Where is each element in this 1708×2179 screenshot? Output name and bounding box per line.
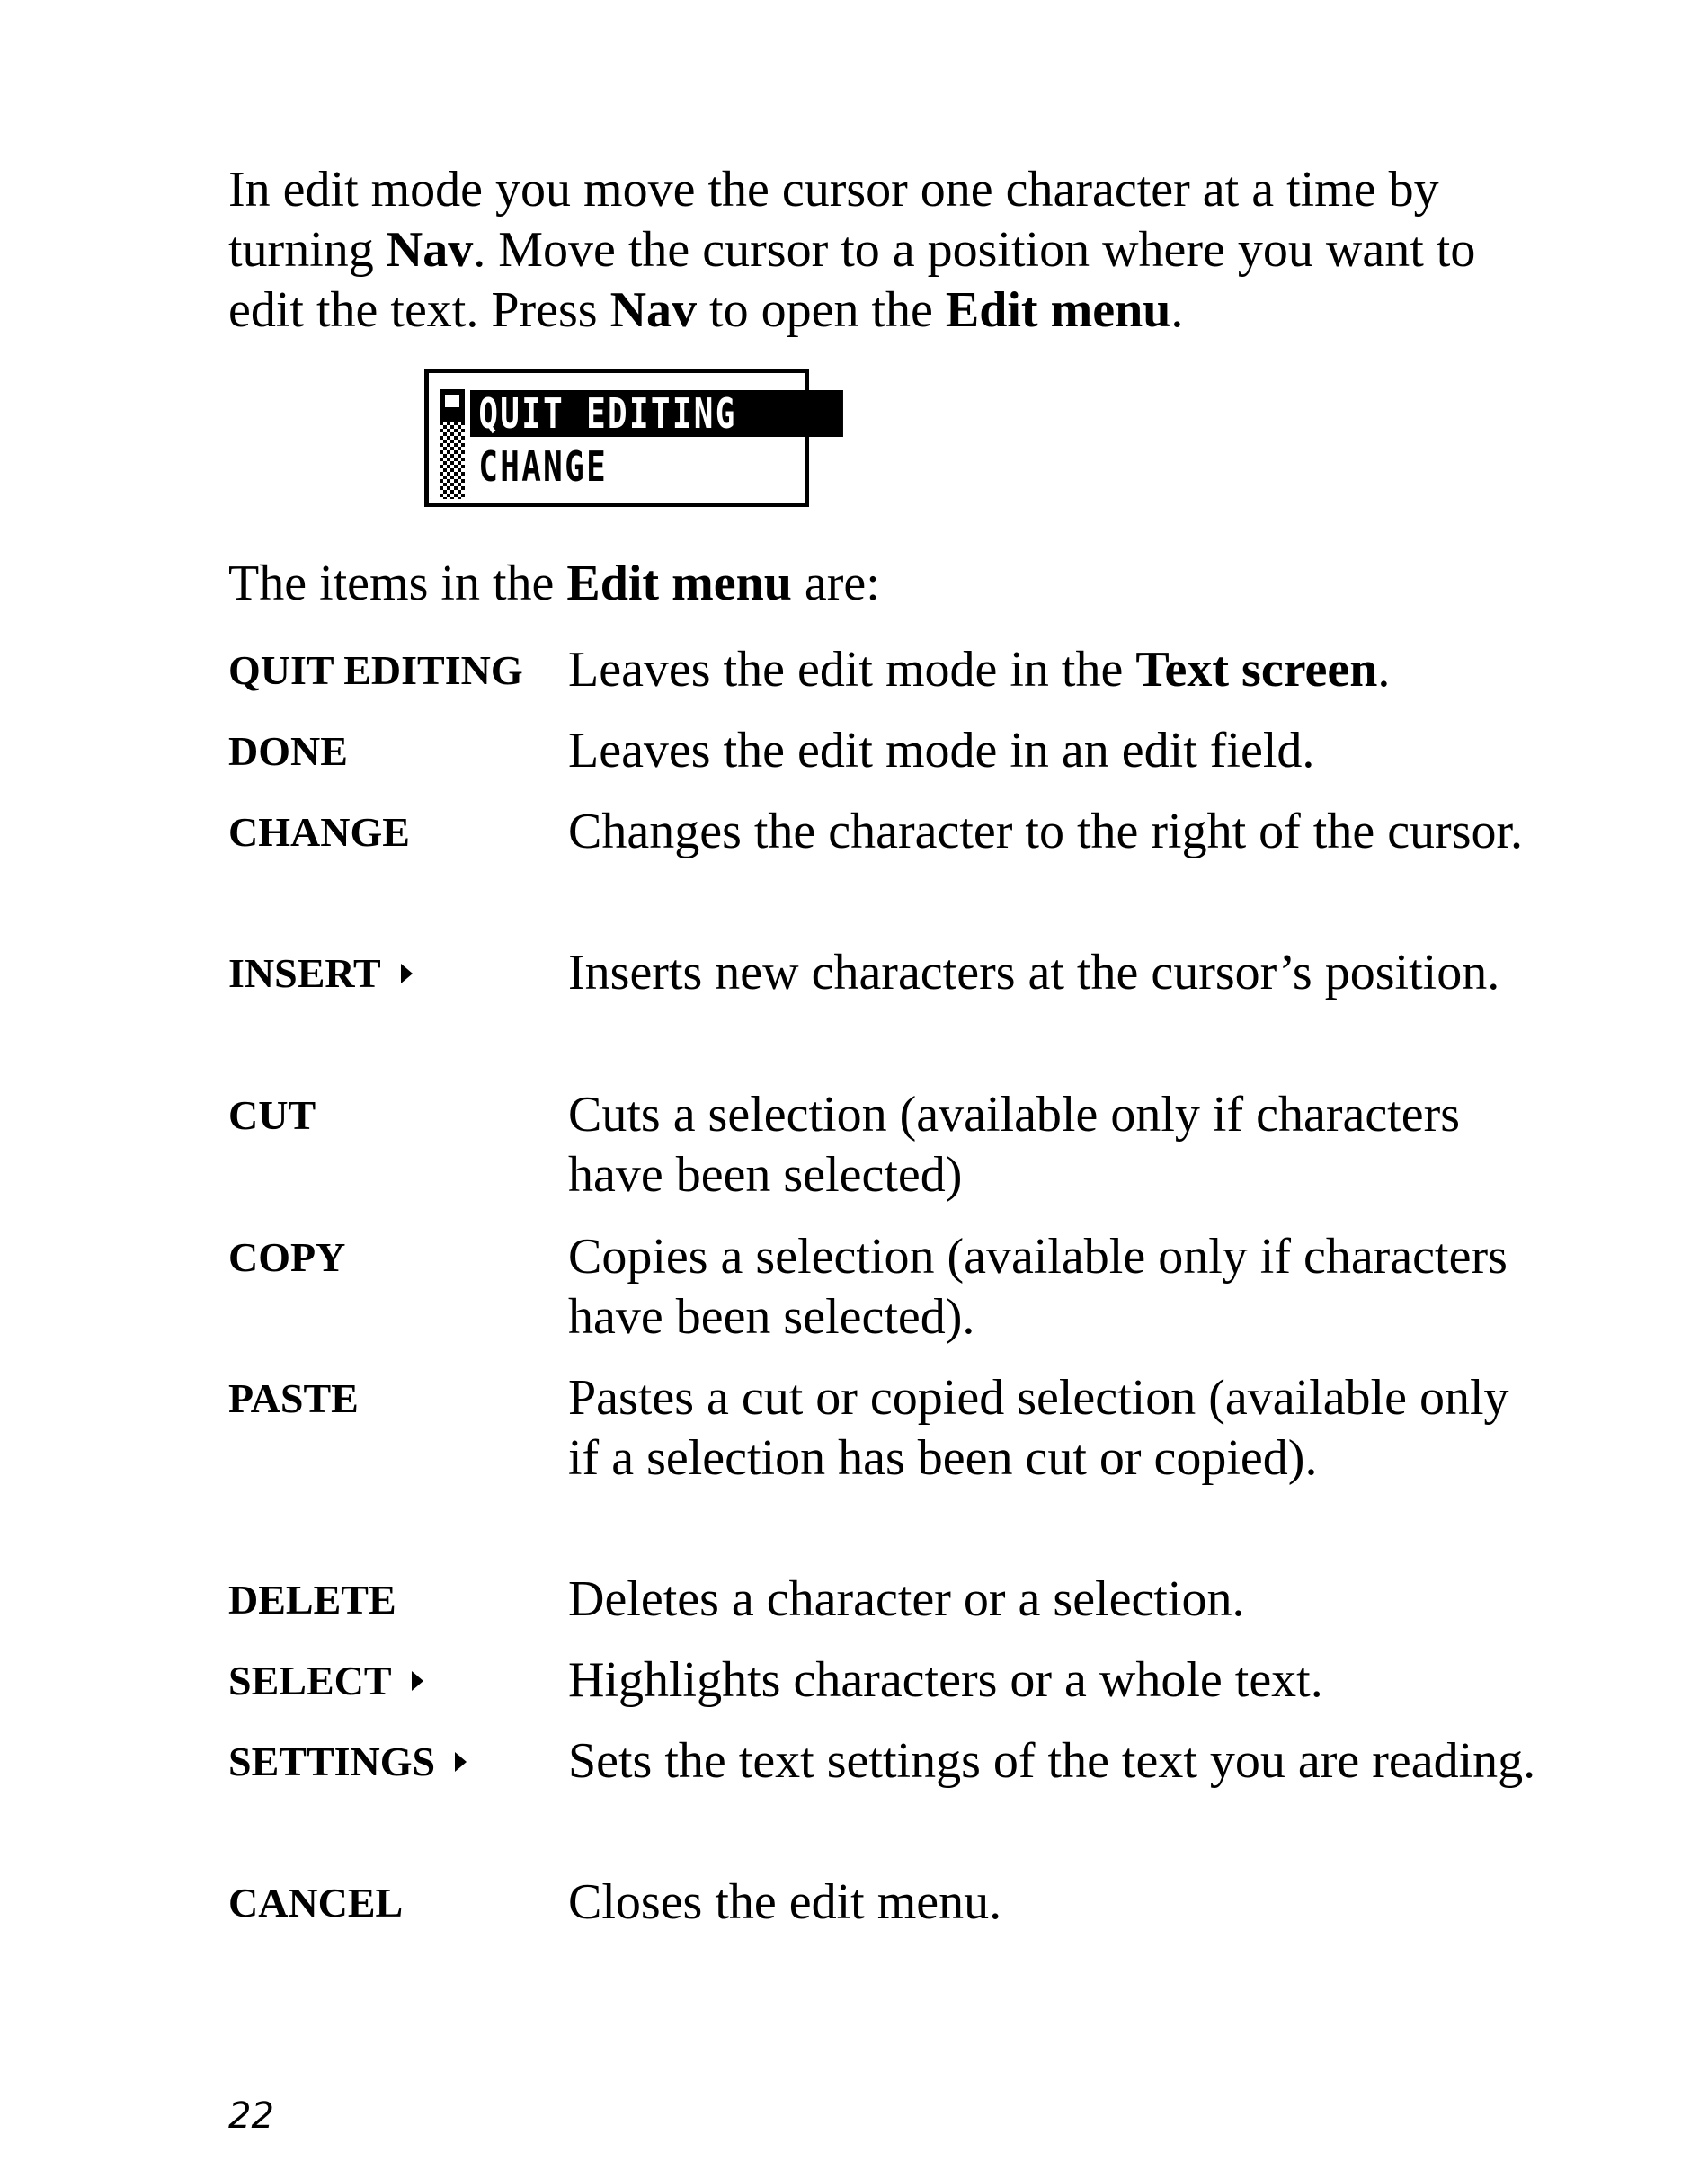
page-number: 22	[228, 2095, 274, 2137]
term-settings	[228, 1731, 467, 1792]
desc-change: Changes the character to the right of the cursor.	[568, 804, 1524, 859]
term-change: CHANGE	[228, 809, 410, 855]
desc-insert: Inserts new characters at the cursor’s position.	[568, 945, 1500, 1001]
nav-term-1: Nav	[386, 222, 474, 278]
heading-text-2: are:	[791, 556, 880, 611]
screen-menu-item-change: CHANGE	[478, 442, 609, 491]
screen-menu-item-quit-editing: QUIT EDITING	[470, 390, 843, 437]
right-triangle-icon	[455, 1752, 467, 1772]
term-copy: COPY	[228, 1234, 346, 1280]
term-insert-label: INSERT	[228, 950, 381, 996]
intro-text-4: .	[1170, 282, 1184, 338]
term-paste: PASTE	[228, 1375, 359, 1421]
term-cancel: CANCEL	[228, 1880, 404, 1926]
desc-cut: Cuts a selection (available only if characters have been selected)	[568, 1087, 1461, 1203]
term-delete: DELETE	[228, 1577, 396, 1623]
heading-text-1: The items in the	[228, 556, 567, 611]
scrollbar-thumb	[440, 389, 465, 422]
intro-paragraph	[228, 160, 1523, 341]
desc-delete: Deletes a character or a selection.	[568, 1571, 1245, 1627]
intro-text-1: In edit mode you move the cursor one character at a time by turning	[228, 162, 1439, 278]
desc-done: Leaves the edit mode in an edit field.	[568, 723, 1315, 778]
term-insert	[228, 943, 413, 1003]
desc-copy: Copies a selection (available only if characters have been selected).	[568, 1229, 1508, 1345]
desc-quit-editing-text: Leaves the edit mode in the	[568, 642, 1136, 698]
text-screen-term: Text screen	[1135, 642, 1378, 698]
heading-bold: Edit menu	[566, 556, 792, 611]
term-select	[228, 1650, 423, 1711]
term-quit-editing: QUIT EDITING	[228, 647, 523, 693]
right-triangle-icon	[401, 964, 413, 983]
edit-menu-heading	[228, 554, 880, 614]
term-settings-label: SETTINGS	[228, 1739, 436, 1784]
nav-term-2: Nav	[609, 282, 698, 338]
term-select-label: SELECT	[228, 1658, 392, 1703]
desc-quit-editing	[568, 640, 1539, 700]
term-done: DONE	[228, 728, 348, 774]
desc-quit-editing-end: .	[1377, 642, 1391, 698]
right-triangle-icon	[412, 1671, 423, 1691]
intro-text-3: to open the	[697, 282, 946, 338]
desc-paste: Pastes a cut or copied selection (available only if a selection has been cut or copied).	[568, 1370, 1509, 1486]
term-cut: CUT	[228, 1092, 316, 1138]
intro-text-2: . Move the cursor to a position where you want to edit the text. Press	[228, 222, 1476, 338]
desc-cancel: Closes the edit menu.	[568, 1874, 1002, 1930]
edit-menu-term: Edit menu	[945, 282, 1171, 338]
desc-select: Highlights characters or a whole text.	[568, 1652, 1323, 1708]
desc-settings: Sets the text settings of the text you are reading.	[568, 1733, 1536, 1789]
device-screen-illustration	[424, 369, 809, 507]
